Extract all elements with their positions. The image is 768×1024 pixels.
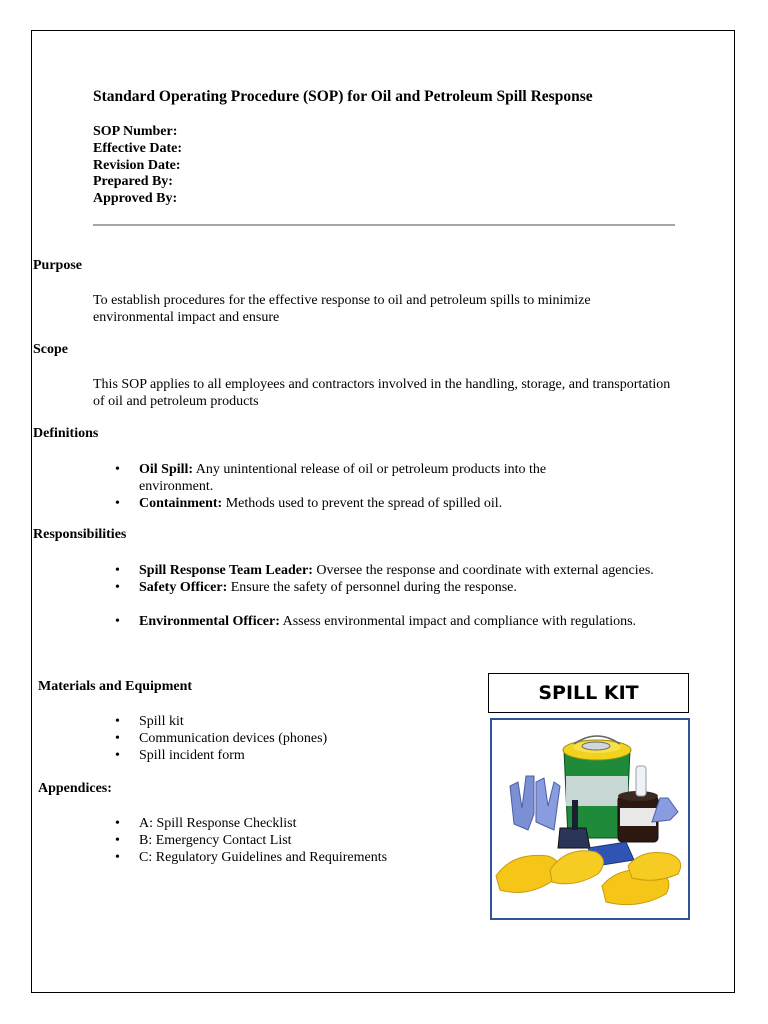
purpose-heading: Purpose [33,258,82,273]
list-item [115,461,615,495]
meta-prepared-by: Prepared By: [93,174,173,190]
materials-heading: Materials and Equipment [38,679,193,694]
meta-approved-by: Approved By: [93,191,178,207]
appendices-heading: Appendices: [38,781,112,796]
role-term: Environmental Officer: [139,614,280,629]
definition-text: Any unintentional release of oil or petroleum products into the environment. [139,462,547,494]
definitions-list [115,461,615,512]
purpose-text: To establish procedures for the effective response to oil and petroleum spills to minimize environmental impact and ensure [93,293,591,325]
list-item: • B: Emergency Contact List [115,832,455,849]
meta-revision-date: Revision Date: [93,157,181,173]
role-text: Ensure the safety of personnel during the response. [227,580,517,595]
list-item: • C: Regulatory Guidelines and Requirements [115,849,455,866]
definition-text: Methods used to prevent the spread of spilled oil. [222,496,503,511]
responsibilities-heading: Responsibilities [33,527,127,542]
responsibilities-list [115,562,675,630]
appendices-list [115,815,455,866]
list-item [115,613,675,630]
materials-list [115,713,455,764]
document-title: Standard Operating Procedure (SOP) for Oil and Petroleum Spill Response [93,88,593,105]
header-divider [93,224,675,226]
meta-effective-date: Effective Date: [93,140,183,156]
scope-heading: Scope [33,342,68,357]
list-item: • Spill kit [115,713,455,730]
list-item [115,562,675,579]
spill-kit-photo [490,718,690,920]
role-text: Assess environmental impact and compliance with regulations. [279,614,637,629]
scope-text: This SOP applies to all employees and contractors involved in the handling, storage, and transportation of oil and petroleum products [93,377,671,409]
meta-sop-number: SOP Number: [93,124,178,139]
list-item [115,579,675,596]
definition-term: Containment: [139,496,223,511]
list-item: • Communication devices (phones) [115,730,455,747]
definitions-heading: Definitions [33,426,99,441]
definition-term: Oil Spill: [139,462,194,477]
spill-kit-illustration [492,720,688,918]
sop-metadata [93,124,182,208]
spill-kit-label: SPILL KIT [488,673,689,713]
list-item [115,495,615,512]
role-term: Spill Response Team Leader: [139,563,313,578]
role-text: Oversee the response and coordinate with external agencies. [312,563,654,578]
list-item: • Spill incident form [115,747,455,764]
list-item: • A: Spill Response Checklist [115,815,455,832]
role-term: Safety Officer: [139,580,228,595]
